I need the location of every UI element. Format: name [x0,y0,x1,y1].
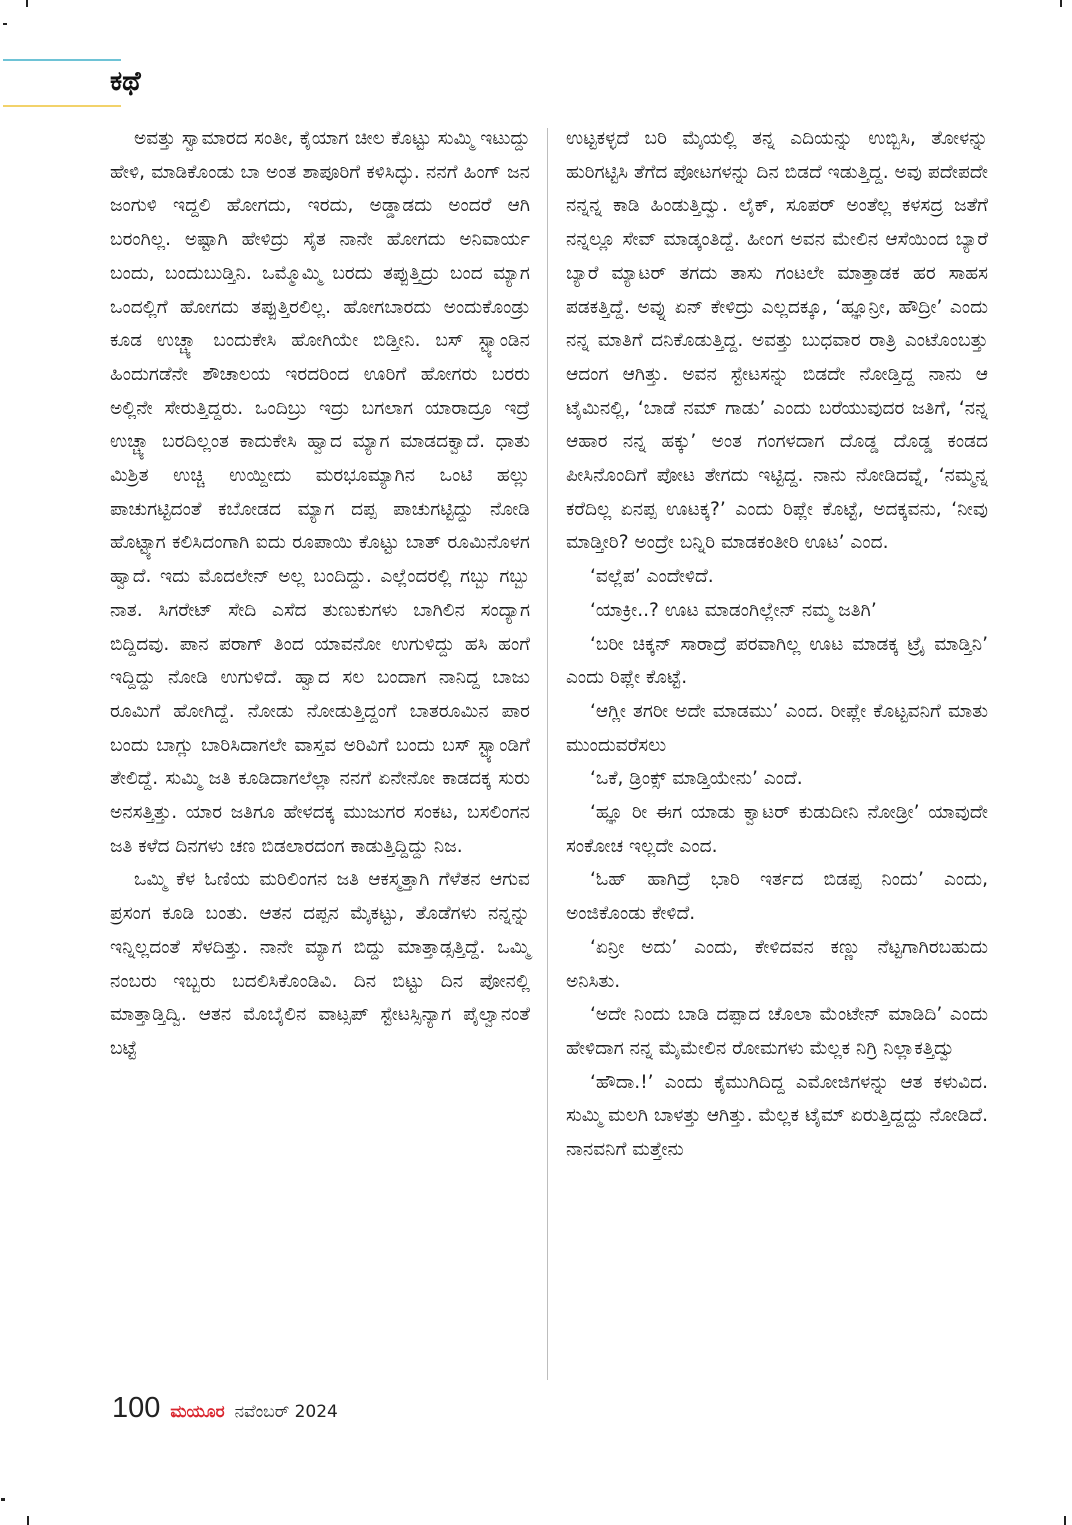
paragraph: ‘ಯಾಕ್ರೀ..? ಊಟ ಮಾಡಂಗಿಲ್ಲೇನ್ ನಮ್ಮ ಜತಿಗಿ’ [590,599,877,621]
crop-mark [26,0,28,7]
magazine-logo: ಮಯೂರ [170,1402,225,1422]
paragraph: ‘ವಲ್ಲೆಪ’ ಎಂದೇಳಿದೆ. [590,566,714,588]
page-footer [112,1392,338,1425]
crop-mark [27,1516,29,1525]
paragraph: ‘ಏನ್ರೀ ಅದು’ ಎಂದು, ಕೇಳಿದವನ ಕಣ್ಣು ನೆಟ್ಟಗಾಗಿರಬಹುದು ಅನಿಸಿತು. [566,936,988,992]
issue-date: ನವೆಂಬರ್ 2024 [234,1402,338,1422]
paragraph: ಒಮ್ಮಿ ಕೆಳ ಓಣಿಯ ಮರಿಲಿಂಗನ ಜತಿ ಆಕಸ್ಮತ್ತಾಗಿ ಗೆಳೆತನ ಆಗುವ ಪ್ರಸಂಗ ಕೂಡಿ ಬಂತು. ಆತನ ದಪ್ಪನ ಮೈಕಟ್ಟು, ತೊಡೆಗಳು ನನ್ನನ್ನು ಇನ್ನಿಲ್ಲದಂತೆ ಸೆಳದಿತ್ತು. ನಾನೇ ಮ್ಯಾಗ ಬಿದ್ದು ಮಾತ್ತಾಡ್ಸತ್ತಿದ್ದೆ. ಒಮ್ಮಿ ನಂಬರು ಇಬ್ಬರು ಬದಲಿಸಿಕೊಂಡಿವಿ. ದಿನ ಬಿಟ್ಟು ದಿನ ಪೋನಲ್ಲಿ ಮಾತ್ತಾಡ್ತಿದ್ವಿ. ಆತನ ಮೊಬೈಲಿನ ವಾಟ್ಸಪ್ ಸ್ಟೇಟಸ್ಸಿನ್ಯಾಗ ಪೈಲ್ವಾನಂತೆ ಬಟ್ಟೆ [110,869,530,1059]
article-column-left [110,122,530,1066]
crop-mark [1060,0,1062,7]
crop-mark [3,23,7,25]
section-rule-top [3,59,121,61]
paragraph: ‘ಆಗ್ಲೀ ತಗರೀ ಅದೇ ಮಾಡಮು’ ಎಂದ. ರೀಪ್ಲೇ ಕೊಟ್ಟವನಿಗೆ ಮಾತು ಮುಂದುವರೆಸಲು [566,700,988,756]
paragraph: ‘ಹ್ಞೂ ರೀ ಈಗ ಯಾಡು ಕ್ವಾಟರ್ ಕುಡುದೀನಿ ನೋಡ್ರೀ’ ಯಾವುದೇ ಸಂಕೋಚ ಇಲ್ಲದೇ ಎಂದ. [566,802,988,857]
article-column-right [566,122,988,1167]
crop-mark [1064,1516,1066,1525]
section-rule-bottom [3,105,121,107]
crop-mark [1,1498,5,1501]
paragraph: ‘ಅದೇ ನಿಂದು ಬಾಡಿ ದಪ್ಪಾದ ಚೊಲಾ ಮೆಂಟೇನ್ ಮಾಡಿದಿ’ ಎಂದು ಹೇಳಿದಾಗ ನನ್ನ ಮೈಮೇಲಿನ ರೋಮಗಳು ಮೆಲ್ಲಕ ನಿಗ್ರಿ ನಿಲ್ಲಾಕತ್ತಿದ್ವು [566,1004,988,1059]
page-number: 100 [112,1392,161,1424]
paragraph: ‘ಒಕೆ, ಡ್ರಿಂಕ್ಸ್ ಮಾಡ್ತಿಯೇನು’ ಎಂದೆ. [590,768,803,790]
paragraph: ‘ಓಹ್ ಹಾಗಿದ್ರೆ ಭಾರಿ ಇರ್ತದ ಬಿಡಪ್ಪ ನಿಂದು’ ಎಂದು, ಅಂಜಿಕೊಂಡು ಕೇಳಿದೆ. [566,869,988,925]
column-divider [547,128,548,1380]
section-title: ಕಥೆ [110,66,141,97]
paragraph: ಅವತ್ತು ಸ್ವಾಮಾರದ ಸಂತೀ, ಕೈಯಾಗ ಚೀಲ ಕೊಟ್ಟು ಸುಮ್ಮಿ ಇಟುದ್ದು ಹೇಳಿ, ಮಾಡಿಕೊಂಡು ಬಾ ಅಂತ ಶಾಪೂರಿಗೆ ಕಳಿಸಿದ್ಳು. ನನಗೆ ಹಿಂಗ್ ಜನ ಜಂಗುಳಿ ಇದ್ದಲಿ ಹೋಗದು, ಇರದು, ಅಡ್ಡಾಡದು ಅಂದರೆ ಆಗಿ ಬರಂಗಿಲ್ಲ. ಅಷ್ಟಾಗಿ ಹೇಳಿದ್ರು ಸೈತ ನಾನೇ ಹೋಗದು ಅನಿವಾರ್ಯ ಬಂದು, ಬಂದುಬುಡ್ತಿನಿ. ಒಮ್ಮೊಮ್ಮಿ ಬರದು ತಪ್ಪುತ್ತಿದ್ರು ಬಂದ ಮ್ಯಾಗ ಒಂದಲ್ಲಿಗೆ ಹೋಗದು ತಪ್ಪುತ್ತಿರಲಿಲ್ಲ. ಹೋಗಬಾರದು ಅಂದುಕೊಂಡ್ರು ಕೂಡ ಉಚ್ಚ್ಯಾ ಬಂದುಕೇಸಿ ಹೋಗಿಯೇ ಬಿಡ್ತೀನಿ. ಬಸ್ ಸ್ಟ್ಯಾಂಡಿನ ಹಿಂದುಗಡೆನೇ ಶೌಚಾಲಯ ಇರದರಿಂದ ಊರಿಗೆ ಹೋಗರು ಬರರು ಅಲ್ಲಿನೇ ಸೇರುತ್ತಿದ್ದರು. ಒಂದಿಬ್ರು ಇದ್ರು ಬಗಲಾಗ ಯಾರಾದ್ರೂ ಇದ್ರೆ ಉಚ್ಚ್ಯಾ ಬರದಿಲ್ಲಂತ ಕಾದುಕೇಸಿ ಹ್ವಾದ ಮ್ಯಾಗ ಮಾಡದಕ್ವಾದೆ. ಧಾತು ಮಿಶ್ರಿತ ಉಚ್ಚಿ ಉಯ್ದೀದು ಮರಭೂಮ್ಯಾಗಿನ ಒಂಟಿ ಹಲ್ಲು ಪಾಚುಗಟ್ಟಿದಂತೆ ಕಬೋಡದ ಮ್ಯಾಗ ದಪ್ಪ ಪಾಚುಗಟ್ಟಿದ್ದು ನೋಡಿ ಹೊಟ್ಟ್ಯಾಗ ಕಲಿಸಿದಂಗಾಗಿ ಐದು ರೂಪಾಯಿ ಕೊಟ್ಟು ಬಾತ್ ರೂಮಿನೊಳಗ ಹ್ವಾದೆ. ಇದು ಮೊದಲೇನ್ ಅಲ್ಲ ಬಂದಿದ್ದು. ಎಲ್ಲೆಂದರಲ್ಲಿ ಗಬ್ಬು ಗಬ್ಬು ನಾತ. ಸಿಗರೇಟ್ ಸೇದಿ ಎಸೆದ ತುಣುಕುಗಳು ಬಾಗಿಲಿನ ಸಂದ್ಯಾಗ ಬಿದ್ದಿದವು. ಪಾನ ಪರಾಗ್ ತಿಂದ ಯಾವನೋ ಉಗುಳಿದ್ದು ಹಸಿ ಹಂಗೆ ಇದ್ದಿದ್ದು ನೋಡಿ ಉಗುಳಿದೆ. ಹ್ವಾದ ಸಲ ಬಂದಾಗ ನಾನಿದ್ದ ಬಾಜು ರೂಮಿಗೆ ಹೋಗಿದ್ದೆ. ನೋಡು ನೋಡುತ್ತಿದ್ದಂಗೆ ಬಾತರೂಮಿನ ಪಾರ ಬಂದು ಬಾಗ್ಲು ಬಾರಿಸಿದಾಗಲೇ ವಾಸ್ತವ ಅರಿವಿಗೆ ಬಂದು ಬಸ್ ಸ್ಟ್ಯಾಂಡಿಗೆ ತೇಲಿದ್ದೆ. ಸುಮ್ಮಿ ಜತಿ ಕೂಡಿದಾಗಲೆಲ್ಲಾ ನನಗೆ ಏನೇನೋ ಕಾಡದಕ್ಕ ಸುರು ಅನಸತ್ತಿತ್ತು. ಯಾರ ಜತಿಗೂ ಹೇಳದಕ್ಕ ಮುಜುಗರ ಸಂಕಟ, ಬಸಲಿಂಗನ ಜತಿ ಕಳೆದ ದಿನಗಳು ಚಣ ಬಿಡಲಾರದಂಗ ಕಾಡುತ್ತಿದ್ದಿದ್ದು ನಿಜ. [110,128,530,857]
paragraph: ‘ಹೌದಾ.!’ ಎಂದು ಕೈಮುಗಿದಿದ್ದ ಎಮೋಜಿಗಳನ್ನು ಆತ ಕಳುವಿದ. ಸುಮ್ಮಿ ಮಲಗಿ ಬಾಳತ್ತು ಆಗಿತ್ತು. ಮೆಲ್ಲಕ ಟೈಮ್ ಏರುತ್ತಿದ್ದದ್ದು ನೋಡಿದೆ. ನಾನವನಿಗೆ ಮತ್ತೇನು [566,1071,988,1161]
paragraph: ‘ಬರೀ ಚಿಕ್ಕನ್ ಸಾರಾದ್ರೆ ಪರವಾಗಿಲ್ಲ ಊಟ ಮಾಡಕ್ಕ ಟ್ರೈ ಮಾಡ್ತಿನಿ’ ಎಂದು ರಿಪ್ಲೇ ಕೊಟ್ಟೆ. [566,633,988,689]
paragraph: ಉಟ್ಟಕಳ್ಳದೆ ಬರಿ ಮೈಯಲ್ಲಿ ತನ್ನ ಎದಿಯನ್ನು ಉಬ್ಬಿಸಿ, ತೋಳನ್ನು ಹುರಿಗಟ್ಟಿಸಿ ತೆಗೆದ ಪೋಟಗಳನ್ನು ದಿನ ಬಿಡದೆ ಇಡುತ್ತಿದ್ದ. ಅವು ಪದೇಪದೇ ನನ್ನನ್ನ ಕಾಡಿ ಹಿಂಡುತ್ತಿದ್ವು. ಲೈಕ್, ಸೂಪರ್ ಅಂತೆಲ್ಲ ಕಳಸದ್ರ ಜತೆಗೆ ನನ್ನಲ್ಲೂ ಸೇವ್ ಮಾಡ್ಕಂತಿದ್ದೆ. ಹೀಂಗ ಅವನ ಮೇಲಿನ ಆಸೆಯಿಂದ ಬ್ಯಾರೆ ಬ್ಯಾರೆ ಮ್ಯಾಟರ್ ತಗದು ತಾಸು ಗಂಟಲೇ ಮಾತ್ತಾಡಕ ಹರ ಸಾಹಸ ಪಡಕತ್ತಿದ್ದೆ. ಅವ್ನು ಏನ್ ಕೇಳಿದ್ರು ಎಲ್ಲದಕ್ಕೂ, ‘ಹ್ಞೂನ್ರೀ, ಹೌದ್ರೀ’ ಎಂದು ನನ್ನ ಮಾತಿಗೆ ದನಿಕೊಡುತ್ತಿದ್ದ. ಅವತ್ತು ಬುಧವಾರ ರಾತ್ರಿ ಎಂಟೊಂಬತ್ತು ಆದಂಗ ಆಗಿತ್ತು. ಅವನ ಸ್ಟೇಟಸನ್ನು ಬಿಡದೇ ನೋಡ್ತಿದ್ದ ನಾನು ಆ ಟೈಮಿನಲ್ಲಿ, ‘ಬಾಡೆ ನಮ್ ಗಾಡು’ ಎಂದು ಬರೆಯುವುದರ ಜತಿಗೆ, ‘ನನ್ನ ಆಹಾರ ನನ್ನ ಹಕ್ಕು’ ಅಂತ ಗಂಗಳದಾಗ ದೊಡ್ಡ ದೊಡ್ಡ ಕಂಡದ ಪೀಸಿನೊಂದಿಗೆ ಪೋಟ ತೇಗದು ಇಟ್ಟಿದ್ದ. ನಾನು ನೋಡಿದವ್ನೆ, ‘ನಮ್ಮನ್ನ ಕರೆದಿಲ್ಲ ಏನಪ್ಪ ಊಟಕ್ಕ?’ ಎಂದು ರಿಪ್ಲೇ ಕೊಟ್ಟೆ, ಅದಕ್ಕವನು, ‘ನೀವು ಮಾಡ್ತೀರಿ? ಅಂದ್ರೇ ಬನ್ನಿರಿ ಮಾಡಕಂತೀರಿ ಊಟ’ ಎಂದ. [566,128,988,554]
